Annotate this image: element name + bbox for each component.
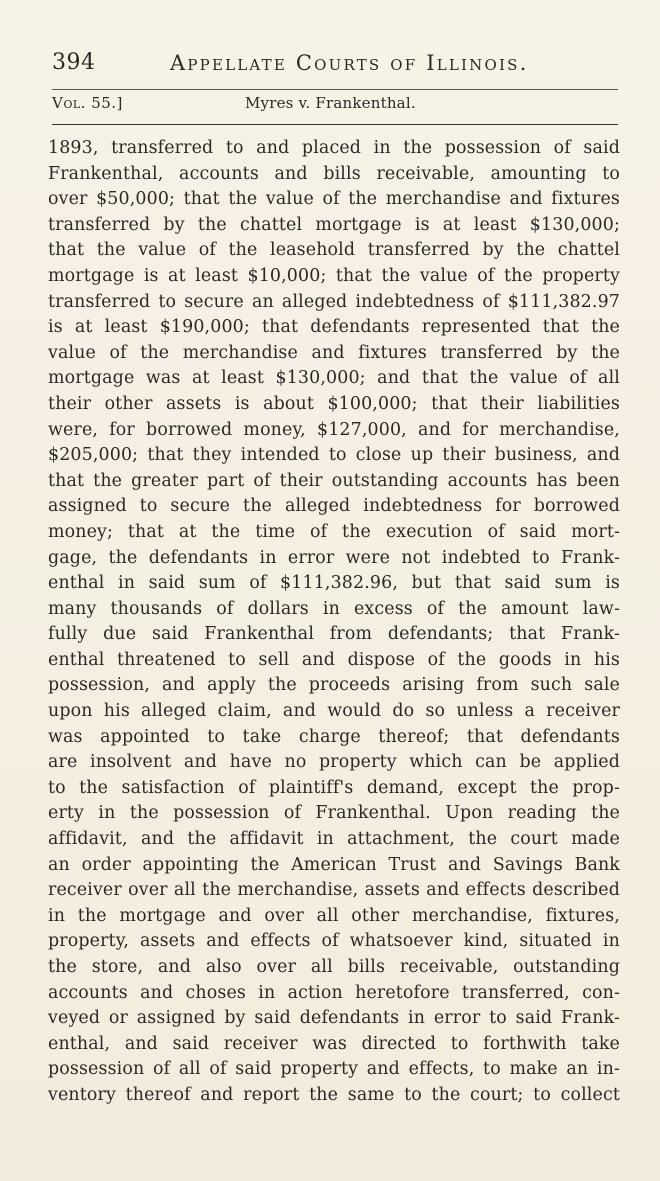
text-line: gage, the defendants in error were not indebted to Frank- bbox=[48, 547, 620, 568]
text-line: upon his alleged claim, and would do so unless a receiver bbox=[48, 701, 620, 722]
text-line: to the satisfaction of plaintiff's demand, except the prop- bbox=[48, 777, 620, 798]
text-line: property, assets and effects of whatsoever kind, situated in bbox=[48, 931, 620, 952]
text-line: that the value of the leasehold transferred by the chattel bbox=[48, 240, 620, 261]
text-line: fully due said Frankenthal from defendants; that Frank- bbox=[48, 624, 620, 645]
text-line: Frankenthal, accounts and bills receivable, amounting to bbox=[48, 163, 620, 184]
text-line: receiver over all the merchandise, assets and effects described bbox=[48, 880, 620, 901]
text-line: is at least $190,000; that defendants represented that the bbox=[48, 317, 620, 338]
running-title: Appellate Courts of Illinois. bbox=[170, 51, 529, 75]
text-line: possession, and apply the proceeds arising from such sale bbox=[48, 675, 620, 696]
text-line: affidavit, and the affidavit in attachment, the court made bbox=[48, 829, 620, 850]
text-line: ventory thereof and report the same to the court; to collect bbox=[48, 1084, 620, 1105]
text-line: over $50,000; that the value of the merchandise and fixtures bbox=[48, 189, 620, 210]
text-line: that the greater part of their outstanding accounts has been bbox=[48, 470, 620, 491]
text-line: enthal, and said receiver was directed to forthwith take bbox=[48, 1033, 620, 1054]
case-title: Myres v. Frankenthal. bbox=[245, 94, 416, 112]
case-header-rule bbox=[52, 124, 618, 125]
text-line: accounts and choses in action heretofore transferred, con- bbox=[48, 982, 620, 1003]
text-line: in the mortgage and over all other merchandise, fixtures, bbox=[48, 905, 620, 926]
text-line: enthal in said sum of $111,382.96, but that said sum is bbox=[48, 573, 620, 594]
page-number: 394 bbox=[52, 50, 96, 75]
text-line: erty in the possession of Frankenthal. Upon reading the bbox=[48, 803, 620, 824]
text-line: transferred by the chattel mortgage is at least $130,000; bbox=[48, 214, 620, 235]
text-line: their other assets is about $100,000; that their liabilities bbox=[48, 393, 620, 414]
text-line: mortgage was at least $130,000; and that the value of all bbox=[48, 368, 620, 389]
text-line: many thousands of dollars in excess of the amount law- bbox=[48, 598, 620, 619]
text-line: possession of all of said property and effects, to make an in- bbox=[48, 1059, 620, 1080]
text-line: transferred to secure an alleged indebtedness of $111,382.97 bbox=[48, 291, 620, 312]
case-header bbox=[52, 94, 617, 116]
header-rule bbox=[52, 89, 618, 90]
text-line: 1893, transferred to and placed in the possession of said bbox=[48, 138, 620, 158]
text-line: an order appointing the American Trust and Savings Bank bbox=[48, 854, 620, 875]
text-line: money; that at the time of the execution of said mort- bbox=[48, 521, 620, 542]
text-line: are insolvent and have no property which can be applied bbox=[48, 752, 620, 773]
text-line: veyed or assigned by said defendants in error to said Frank- bbox=[48, 1008, 620, 1029]
volume-label: Vol. 55.] bbox=[52, 94, 123, 112]
text-line: value of the merchandise and fixtures transferred by the bbox=[48, 342, 620, 363]
text-line: $205,000; that they intended to close up their business, and bbox=[48, 445, 620, 466]
text-line: the store, and also over all bills receivable, outstanding bbox=[48, 957, 620, 977]
text-line: assigned to secure the alleged indebtedness for borrowed bbox=[48, 496, 620, 517]
body-text bbox=[48, 136, 620, 1109]
text-line: was appointed to take charge thereof; that defendants bbox=[48, 726, 620, 747]
running-head bbox=[52, 50, 617, 80]
text-line: mortgage is at least $10,000; that the value of the property bbox=[48, 265, 620, 286]
text-line: were, for borrowed money, $127,000, and for merchandise, bbox=[48, 419, 620, 440]
text-line: enthal threatened to sell and dispose of the goods in his bbox=[48, 649, 620, 670]
